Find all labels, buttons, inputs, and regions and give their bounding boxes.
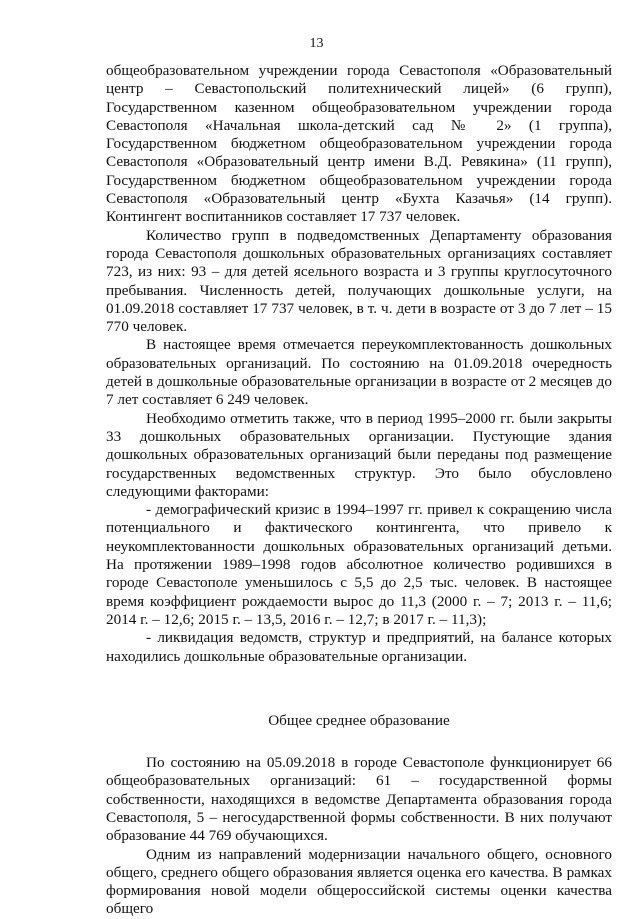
document-body bbox=[106, 62, 612, 919]
paragraph-closures: Необходимо отметить также, что в период 1995–2000 гг. были закрыты 33 дошкольных образовательных организации. Пустующие здания дошкольных образовательных организаций были переданы под размещение государственных ведомственных структур. Это было обусловлено следующими факторами: bbox=[106, 409, 612, 500]
list-item-liquidation: - ликвидация ведомств, структур и предприятий, на балансе которых находились дошкольные образовательные организации. bbox=[106, 629, 612, 665]
paragraph-quality-assessment: Одним из направлений модернизации начального общего, основного общего, среднего общего образования является оценка его качества. В рамках формирования новой модели общероссийской системы оценки качества общего bbox=[106, 845, 612, 918]
paragraph-preschool-institutions: общеобразовательном учреждении города Севастополя «Образовательный центр – Севастопольский политехнический лицей» (6 групп), Государственном казенном общеобразовательном учреждении города Севастополя «Начальная школа-детский сад № 2» (1 группа), Государственном бюджетном общеобразовательном учреждении города Севастополя «Образовательный центр имени В.Д. Ревякина» (11 групп), Государственном бюджетном общеобразовательном учреждении города Севастополя «Образовательный центр «Бухта Казачья» (14 групп). Контингент воспитанников составляет 17 737 человек. bbox=[106, 62, 612, 226]
paragraph-group-count: Количество групп в подведомственных Департаменту образования города Севастополя дошкольных образовательных организациях составляет 723, из них: 93 – для детей ясельного возраста и 3 группы круглосуточного пребывания. Численность детей, получающих дошкольные услуги, на 01.09.2018 составляет 17 737 человек, в т. ч. дети в возрасте от 3 до 7 лет – 15 770 человек. bbox=[106, 226, 612, 336]
list-item-demographic-crisis: - демографический кризис в 1994–1997 гг. привел к сокращению числа потенциального и фактического контингента, что привело к неукомплектованности дошкольных образовательных организаций детьми. На протяжении 1989–1998 годов абсолютное количество родившихся в городе Севастополе уменьшилось с 5,5 до 2,5 тыс. человек. В настоящее время коэффициент рождаемости вырос до 11,3 (2000 г. – 7; 2013 г. – 11,6; 2014 г. – 12,6; 2015 г. – 13,5, 2016 г. – 12,7; в 2017 г. – 11,3); bbox=[106, 501, 612, 628]
page-number: 13 bbox=[309, 36, 324, 51]
paragraph-overcrowding: В настоящее время отмечается переукомплектованность дошкольных образовательных организаций. По состоянию на 01.09.2018 очередность детей в дошкольные образовательные организации в возрасте от 2 месяцев до 7 лет составляет 6 249 человек. bbox=[106, 336, 612, 409]
paragraph-general-schools: По состоянию на 05.09.2018 в городе Севастополе функционирует 66 общеобразовательных организаций: 61 – государственной формы собственности, находящихся в ведомстве Департамента образования города Севастополя, 5 – негосударственной формы собственности. В них получают образование 44 769 обучающихся. bbox=[106, 754, 612, 845]
section-heading: Общее среднее образование bbox=[268, 711, 450, 729]
